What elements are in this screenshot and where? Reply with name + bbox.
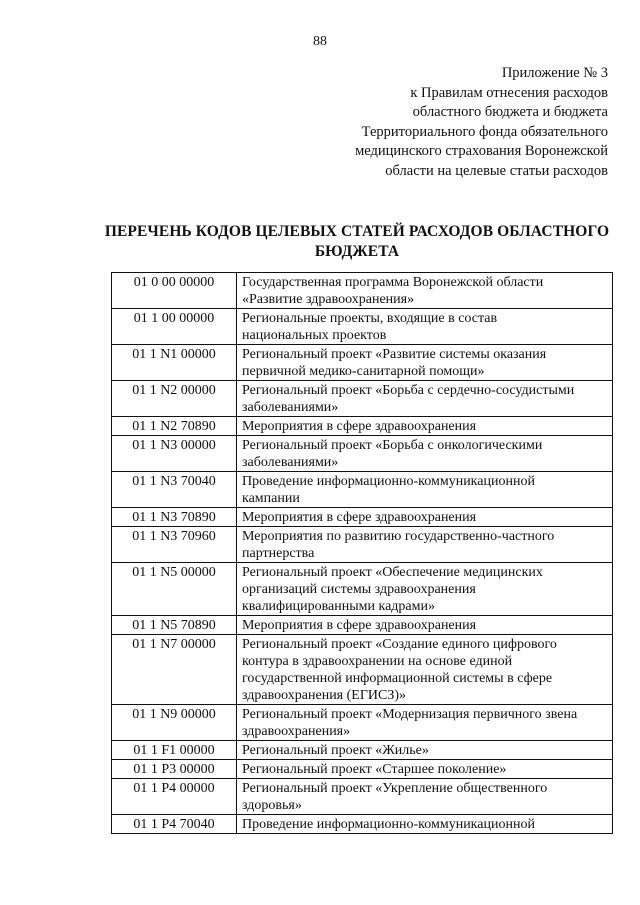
description-line: Региональные проекты, входящие в состав (242, 311, 498, 326)
target-code-cell: 01 1 N2 70890 (112, 417, 237, 436)
target-code-cell: 01 1 N3 00000 (112, 436, 237, 472)
description-line: «Развитие здравоохранения» (242, 292, 415, 307)
appendix-line: медицинского страхования Воронежской (355, 143, 608, 159)
description-cell (237, 345, 613, 381)
target-code-cell: 01 1 N5 70890 (112, 616, 237, 635)
description-line: организаций системы здравоохранения (242, 582, 476, 597)
description-line: Региональный проект «Обеспечение медицинских (242, 565, 543, 580)
target-code-cell: 01 1 P4 00000 (112, 779, 237, 815)
description-line: Государственная программа Воронежской области (242, 275, 544, 290)
description-line: здоровья» (242, 798, 302, 813)
description-cell (237, 779, 613, 815)
description-cell (237, 705, 613, 741)
codes-table (111, 272, 613, 834)
appendix-header (308, 64, 608, 181)
description-line: кампании (242, 491, 300, 506)
table-row (112, 635, 613, 705)
table-row (112, 309, 613, 345)
description-cell (237, 309, 613, 345)
description-line: Мероприятия в сфере здравоохранения (242, 419, 477, 434)
description-cell (237, 436, 613, 472)
description-line: Региональный проект «Борьба с онкологическими (242, 438, 543, 453)
target-code-cell: 01 1 P3 00000 (112, 760, 237, 779)
appendix-line: Приложение № 3 (501, 65, 608, 81)
table-row (112, 563, 613, 616)
description-cell (237, 381, 613, 417)
description-line: первичной медико-санитарной помощи» (242, 364, 485, 379)
description-line: Региональный проект «Модернизация первичного звена (242, 707, 578, 722)
description-cell (237, 508, 613, 527)
description-line: национальных проектов (242, 328, 387, 343)
target-code-cell: 01 1 N3 70040 (112, 472, 237, 508)
table-row (112, 527, 613, 563)
description-line: Региональный проект «Борьба с сердечно-сосудистыми (242, 383, 575, 398)
document-title (92, 222, 622, 262)
description-line: заболеваниями» (242, 455, 339, 470)
table-row (112, 779, 613, 815)
description-line: заболеваниями» (242, 400, 339, 415)
table-row (112, 345, 613, 381)
description-line: Региональный проект «Развитие системы оказания (242, 347, 547, 362)
description-line: Проведение информационно-коммуникационной (242, 817, 535, 832)
table-row (112, 273, 613, 309)
target-code-cell: 01 1 N3 70890 (112, 508, 237, 527)
target-code-cell: 01 1 N7 00000 (112, 635, 237, 705)
description-line: Мероприятия в сфере здравоохранения (242, 618, 477, 633)
target-code-cell: 01 1 N9 00000 (112, 705, 237, 741)
description-cell (237, 760, 613, 779)
description-cell (237, 815, 613, 834)
table-row (112, 381, 613, 417)
table-row (112, 760, 613, 779)
table-row (112, 508, 613, 527)
description-cell (237, 273, 613, 309)
description-line: партнерства (242, 546, 315, 561)
description-line: здравоохранения» (242, 724, 351, 739)
target-code-cell: 01 1 F1 00000 (112, 741, 237, 760)
target-code-cell: 01 1 N1 00000 (112, 345, 237, 381)
title-line: ПЕРЕЧЕНЬ КОДОВ ЦЕЛЕВЫХ СТАТЕЙ РАСХОДОВ ОБЛАСТНОГО (104, 223, 610, 240)
appendix-line: Территориального фонда обязательного (361, 123, 608, 140)
description-cell (237, 741, 613, 760)
description-line: Региональный проект «Жилье» (242, 743, 429, 758)
target-code-cell: 01 1 N3 70960 (112, 527, 237, 563)
table-row (112, 472, 613, 508)
description-cell (237, 635, 613, 705)
appendix-line: областного бюджета и бюджета (412, 104, 608, 120)
description-line: Региональный проект «Создание единого цифрового (242, 637, 557, 652)
target-code-cell: 01 1 N2 00000 (112, 381, 237, 417)
description-line: здравоохранения (ЕГИСЗ)» (242, 688, 407, 703)
appendix-line: области на целевые статьи расходов (385, 162, 608, 179)
target-code-cell: 01 1 00 00000 (112, 309, 237, 345)
table-row (112, 705, 613, 741)
description-line: квалифицированными кадрами» (242, 599, 435, 614)
title-line: БЮДЖЕТА (314, 243, 400, 260)
appendix-line: к Правилам отнесения расходов (410, 84, 608, 101)
description-cell (237, 527, 613, 563)
description-line: Региональный проект «Укрепление общественного (242, 781, 548, 796)
table-row (112, 741, 613, 760)
target-code-cell: 01 1 N5 00000 (112, 563, 237, 616)
description-line: Мероприятия по развитию государственно-частного (242, 529, 555, 544)
description-line: контура в здравоохранении на основе единой (242, 654, 513, 669)
table-row (112, 616, 613, 635)
target-code-cell: 01 0 00 00000 (112, 273, 237, 309)
description-line: Мероприятия в сфере здравоохранения (242, 510, 477, 525)
description-cell (237, 616, 613, 635)
description-cell (237, 472, 613, 508)
description-line: Региональный проект «Старшее поколение» (242, 762, 507, 777)
table-row (112, 436, 613, 472)
description-cell (237, 417, 613, 436)
table-row (112, 815, 613, 834)
table-row (112, 417, 613, 436)
description-cell (237, 563, 613, 616)
target-code-cell: 01 1 P4 70040 (112, 815, 237, 834)
codes-table-body (112, 273, 613, 834)
description-line: государственной информационной системы в сфере (242, 671, 553, 686)
page-number: 88 (313, 34, 327, 49)
description-line: Проведение информационно-коммуникационной (242, 474, 535, 489)
